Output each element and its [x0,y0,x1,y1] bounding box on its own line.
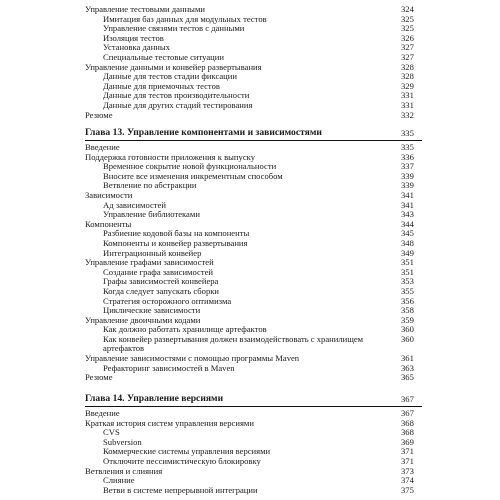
toc-section-entry [0,258,500,268]
toc-entry-page: 368 [401,417,414,428]
toc-entry-title: Специальные тестовые ситуации [103,51,224,62]
toc-entry-title: Ветвления и слияния [85,465,163,476]
toc-entry-title: Временное сокрытие новой функциональности [103,161,277,172]
toc-subsection-entry [0,43,500,53]
toc-entry-title: Введение [85,142,120,152]
toc-subsection-entry [0,364,500,374]
toc-entry-page: 336 [401,151,414,162]
toc-section-entry [0,191,500,201]
toc-entry-page: 361 [401,353,414,364]
toc-entry-title: Данные для тестов производительности [103,90,250,101]
toc-entry-title: Создание графа зависимостей [103,266,213,277]
toc-section-entry [0,354,500,364]
toc-entry-page: 332 [401,109,414,120]
toc-entry-page: 341 [401,189,414,200]
toc-subsection-entry [0,268,500,278]
toc-entry-page: 337 [401,161,414,172]
toc-entry-page: 369 [401,436,414,447]
toc-subsection-entry [0,306,500,316]
toc-entry-title: Введение [85,408,120,418]
toc-entry-title: Разбиение кодовой базы на компоненты [103,228,250,239]
toc-entry-title: Изоляция тестов [103,32,164,43]
toc-entry-page: 331 [401,90,414,101]
toc-entry-title: Стратегия осторожного оптимизма [103,295,232,306]
chapter-13-page: 335 [401,128,414,138]
chapter-13-heading-block [0,127,500,139]
toc-entry-page: 363 [401,362,414,373]
chapter-14-heading-block [0,393,500,405]
toc-entry-title: Управление графами зависимостей [85,257,214,268]
toc-entry-title: Управление библиотеками [103,209,200,220]
toc-entry-title: Слияние [103,475,135,486]
chapter-13-title: Глава 13. Управление компонентами и зависимостями [85,127,322,138]
toc-entry-page: 327 [401,51,414,62]
toc-entry-title: Управление связями тестов с данными [103,23,245,34]
chapter-13-rule [85,140,422,141]
toc-subsection-entry [0,101,500,111]
toc-section-entry [0,419,500,429]
toc-entry-page: 327 [401,42,414,53]
toc-entry-title: Поддержка готовности приложения к выпуску [85,151,255,162]
toc-entry-page: 326 [401,32,414,43]
toc-subsection-entry [0,249,500,259]
toc-entry-title: Вносите все изменения инкрементным способом [103,170,283,181]
toc-entry-title: Зависимости [85,189,133,200]
toc-subsection-entry [0,82,500,92]
toc-subsection-entry [0,72,500,82]
toc-entry-page: 371 [401,455,414,466]
toc-entry-title: CVS [103,427,120,438]
chapter-14-heading [0,393,500,405]
toc-subsection-entry [0,287,500,297]
toc-entry-page: 339 [401,180,414,191]
toc-entry-page: 360 [401,324,414,335]
toc-entry-page: 373 [401,465,414,476]
toc-subsection-entry [0,201,500,211]
toc-entry-page: 349 [401,247,414,258]
toc-entry-page: 371 [401,446,414,457]
toc-subsection-entry [0,229,500,239]
toc-entry-title: Установка данных [103,42,170,53]
toc-entry-page: 328 [401,61,414,72]
toc-entry-page: 367 [401,408,414,418]
toc-section-block-3 [0,409,500,495]
toc-entry-title: Управление двоичными кодами [85,314,201,325]
toc-subsection-entry [0,297,500,307]
toc-section-block-1 [0,5,500,120]
toc-entry-page: 324 [401,4,414,14]
toc-entry-page: 344 [401,218,414,229]
toc-entry-page: 359 [401,314,414,325]
chapter-14-rule [85,406,422,407]
toc-section-block-2 [0,143,500,383]
toc-entry-title: Отключите пессимистическую блокировку [103,455,261,466]
toc-section-entry [0,373,500,383]
toc-entry-title: Управление тестовыми данными [85,4,205,14]
toc-entry-title: Компоненты [85,218,132,229]
toc-entry-page: 345 [401,228,414,239]
toc-entry-title: Рефакторинг зависимостей в Maven [103,362,235,373]
toc-subsection-entry [0,335,500,345]
toc-entry-title: Как конвейер развертывания должен взаимодействовать с хранилищем [103,333,364,344]
toc-entry-page: 331 [401,99,414,110]
toc-section-entry [0,467,500,477]
toc-subsection-entry [0,428,500,438]
toc-subsection-entry [0,34,500,44]
toc-entry-title: Данные для других стадий тестирования [103,99,253,110]
toc-entry-page: 356 [401,295,414,306]
toc-entry-title: Данные для тестов стадии фиксации [103,71,237,82]
chapter-14-page: 367 [401,394,414,404]
toc-entry-title: Ветвление по абстракции [103,180,197,191]
toc-entry-page: 341 [401,199,414,210]
chapter-14-title: Глава 14. Управление версиями [85,393,224,404]
toc-entry-page: 360 [401,333,414,344]
toc-entry-page: 365 [401,372,414,383]
toc-entry-title: Компоненты и конвейер развертывания [103,237,248,248]
toc-section-entry [0,220,500,230]
toc-subsection-entry [0,15,500,25]
toc-subsection-entry [0,486,500,496]
toc-entry-title: Subversion [103,436,142,447]
toc-subsection-entry [0,172,500,182]
toc-entry-page: 353 [401,276,414,287]
toc-entry-title: Графы зависимостей конвейера [103,276,219,287]
toc-entry-page: 343 [401,209,414,220]
toc-entry-page: 328 [401,71,414,82]
toc-entry-title: Циклические зависимости [103,305,201,316]
toc-entry-title: Управление зависимостями с помощью программы Maven [85,353,300,364]
toc-entry-title: Коммерческие системы управления версиями [103,446,271,457]
toc-entry-page: 351 [401,266,414,277]
toc-subsection-entry [0,239,500,249]
toc-entry-title: Краткая история систем управления версиями [85,417,254,428]
toc-entry-page: 339 [401,170,414,181]
toc-subsection-entry [0,24,500,34]
toc-entry-page: 348 [401,237,414,248]
toc-subsection-entry [0,210,500,220]
toc-entry-title: Когда следует запускать сборки [103,285,220,296]
toc-entry-title: Как должно работать хранилище артефактов [103,324,267,335]
toc-entry-title: Ад зависимостей [103,199,166,210]
toc-entry-page: 329 [401,80,414,91]
toc-entry-page: 368 [401,427,414,438]
toc-entry-page: 335 [401,142,414,152]
toc-entry-title: Резюме [85,372,113,383]
toc-entry-title: артефактов [103,343,145,354]
toc-entry-page: 358 [401,305,414,316]
toc-entry-page: 375 [401,484,414,495]
toc-entry-page: 374 [401,475,414,486]
toc-subsection-entry [0,277,500,287]
toc-entry-title: Интеграционный конвейер [103,247,202,258]
toc-entry-page: 355 [401,285,414,296]
toc-entry-page: 325 [401,13,414,24]
toc-entry-title: Ветви в системе непрерывной интеграции [103,484,258,495]
toc-entry-title: Имитация баз данных для модульных тестов [103,13,267,24]
toc-section-entry [0,111,500,121]
toc-section-entry [0,63,500,73]
chapter-13-heading [0,127,500,139]
toc-subsection-entry [0,457,500,467]
toc-subsection-entry [0,181,500,191]
toc-entry-page: 325 [401,23,414,34]
toc-entry-title: Данные для приемочных тестов [103,80,220,91]
toc-entry-title: Резюме [85,109,113,120]
toc-entry-title: Управление данными и конвейер развертывания [85,61,262,72]
toc-entry-page: 351 [401,257,414,268]
